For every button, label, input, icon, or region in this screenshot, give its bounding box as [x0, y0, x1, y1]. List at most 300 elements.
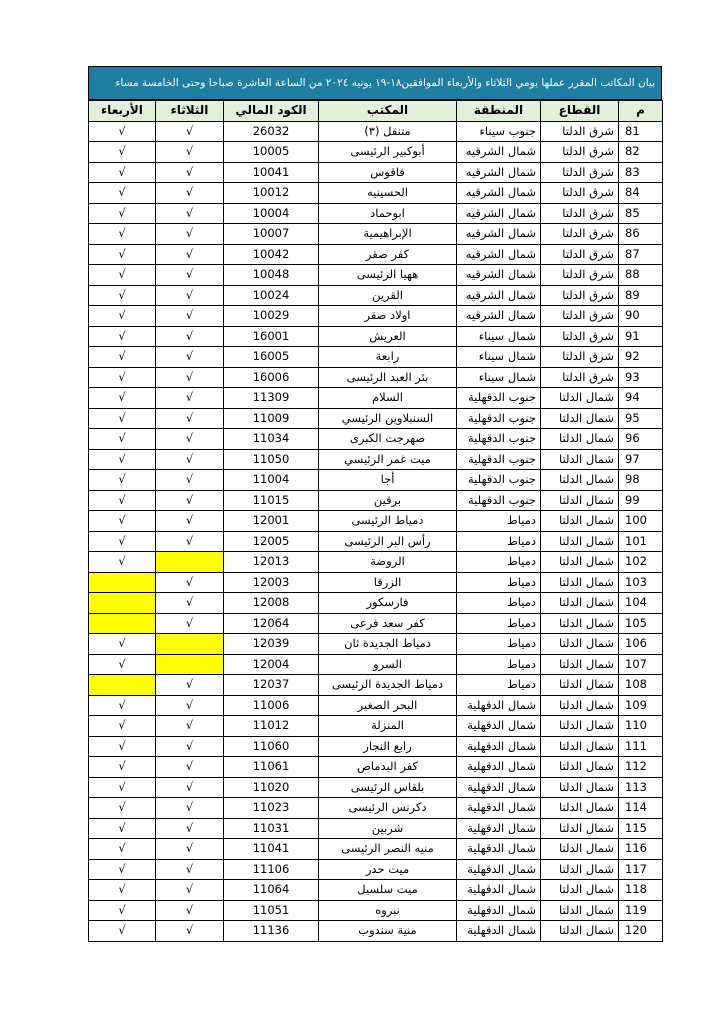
cell-tuesday: √: [156, 531, 224, 552]
cell-region: شمال الشرقيه: [457, 162, 541, 183]
column-header-office: المكتب: [319, 101, 457, 122]
cell-code: 16005: [224, 347, 319, 368]
column-header-wednesday: الأربعاء: [89, 101, 156, 122]
cell-region: شمال الشرقيه: [457, 306, 541, 327]
cell-num: 102: [619, 552, 663, 573]
cell-office: الحسينيه: [319, 183, 457, 204]
cell-wednesday: √: [89, 326, 156, 347]
cell-office: فارسكور: [319, 593, 457, 614]
cell-sector: شمال الدلتا: [541, 900, 619, 921]
table-row: [89, 716, 663, 737]
cell-sector: شمال الدلتا: [541, 880, 619, 901]
cell-wednesday: √: [89, 921, 156, 942]
cell-code: 12037: [224, 675, 319, 696]
cell-code: 10012: [224, 183, 319, 204]
table-row: [89, 429, 663, 450]
cell-region: شمال الشرقيه: [457, 285, 541, 306]
cell-code: 16001: [224, 326, 319, 347]
table-row: [89, 244, 663, 265]
cell-sector: شرق الدلتا: [541, 121, 619, 142]
table-row: [89, 470, 663, 491]
cell-tuesday: √: [156, 593, 224, 614]
table-row: [89, 880, 663, 901]
cell-num: 105: [619, 613, 663, 634]
cell-code: 11064: [224, 880, 319, 901]
cell-office: منية سندوب: [319, 921, 457, 942]
cell-code: 11004: [224, 470, 319, 491]
cell-code: 11136: [224, 921, 319, 942]
cell-code: 11020: [224, 777, 319, 798]
cell-wednesday: √: [89, 367, 156, 388]
cell-region: شمال الدقهلية: [457, 818, 541, 839]
table-row: [89, 162, 663, 183]
cell-region: دمياط: [457, 613, 541, 634]
cell-office: رابع النجار: [319, 736, 457, 757]
cell-num: 104: [619, 593, 663, 614]
cell-office: الزرقا: [319, 572, 457, 593]
cell-office: أبوكبير الرئيسى: [319, 142, 457, 163]
cell-wednesday: √: [89, 388, 156, 409]
cell-office: ميت غمر الرئيسي: [319, 449, 457, 470]
cell-wednesday: √: [89, 285, 156, 306]
cell-wednesday: √: [89, 183, 156, 204]
cell-code: 11060: [224, 736, 319, 757]
cell-office: فاقوس: [319, 162, 457, 183]
cell-wednesday: √: [89, 798, 156, 819]
table-row: [89, 224, 663, 245]
cell-region: جنوب الدقهلية: [457, 490, 541, 511]
table-row: [89, 818, 663, 839]
cell-num: 90: [619, 306, 663, 327]
cell-region: دمياط: [457, 572, 541, 593]
cell-region: دمياط: [457, 531, 541, 552]
cell-tuesday: √: [156, 408, 224, 429]
cell-sector: شمال الدلتا: [541, 552, 619, 573]
cell-num: 107: [619, 654, 663, 675]
cell-tuesday: √: [156, 736, 224, 757]
cell-code: 11309: [224, 388, 319, 409]
cell-tuesday: √: [156, 716, 224, 737]
cell-num: 83: [619, 162, 663, 183]
cell-region: دمياط: [457, 552, 541, 573]
cell-tuesday: √: [156, 757, 224, 778]
cell-sector: شرق الدلتا: [541, 224, 619, 245]
cell-code: 10005: [224, 142, 319, 163]
cell-sector: شمال الدلتا: [541, 388, 619, 409]
cell-num: 92: [619, 347, 663, 368]
cell-wednesday: √: [89, 634, 156, 655]
cell-region: دمياط: [457, 511, 541, 532]
table-row: [89, 490, 663, 511]
table-row: [89, 367, 663, 388]
cell-wednesday: √: [89, 449, 156, 470]
cell-office: متنقل (٣): [319, 121, 457, 142]
table-row: [89, 408, 663, 429]
cell-wednesday: √: [89, 818, 156, 839]
cell-code: 11041: [224, 839, 319, 860]
cell-office: القرين: [319, 285, 457, 306]
cell-code: 12003: [224, 572, 319, 593]
table-row: [89, 613, 663, 634]
column-header-region: المنطقة: [457, 101, 541, 122]
cell-office: بلقاس الرئيسى: [319, 777, 457, 798]
cell-code: 11106: [224, 859, 319, 880]
cell-wednesday: √: [89, 859, 156, 880]
cell-wednesday: [89, 593, 156, 614]
table-row: [89, 921, 663, 942]
cell-sector: شرق الدلتا: [541, 306, 619, 327]
cell-wednesday: √: [89, 408, 156, 429]
table-row: [89, 183, 663, 204]
cell-code: 12005: [224, 531, 319, 552]
cell-sector: شرق الدلتا: [541, 183, 619, 204]
cell-wednesday: √: [89, 654, 156, 675]
cell-num: 93: [619, 367, 663, 388]
cell-region: شمال الدقهلية: [457, 921, 541, 942]
cell-num: 84: [619, 183, 663, 204]
cell-num: 116: [619, 839, 663, 860]
cell-office: دمياط الجديدة الرئيسى: [319, 675, 457, 696]
cell-sector: شمال الدلتا: [541, 490, 619, 511]
cell-tuesday: √: [156, 880, 224, 901]
cell-region: شمال سيناء: [457, 367, 541, 388]
cell-region: شمال الشرقيه: [457, 224, 541, 245]
cell-wednesday: √: [89, 162, 156, 183]
cell-code: 10004: [224, 203, 319, 224]
cell-sector: شرق الدلتا: [541, 367, 619, 388]
cell-tuesday: √: [156, 449, 224, 470]
cell-code: 11023: [224, 798, 319, 819]
cell-sector: شرق الدلتا: [541, 203, 619, 224]
cell-code: 12039: [224, 634, 319, 655]
table-row: [89, 839, 663, 860]
table-row: [89, 285, 663, 306]
cell-num: 82: [619, 142, 663, 163]
cell-code: 10048: [224, 265, 319, 286]
cell-region: جنوب الدقهلية: [457, 429, 541, 450]
cell-num: 118: [619, 880, 663, 901]
column-header-code: الكود المالي: [224, 101, 319, 122]
cell-code: 11006: [224, 695, 319, 716]
cell-wednesday: √: [89, 265, 156, 286]
cell-tuesday: √: [156, 572, 224, 593]
cell-num: 81: [619, 121, 663, 142]
table-row: [89, 121, 663, 142]
cell-sector: شرق الدلتا: [541, 244, 619, 265]
column-header-sector: القطاع: [541, 101, 619, 122]
cell-sector: شمال الدلتا: [541, 470, 619, 491]
cell-office: دكرنس الرئيسى: [319, 798, 457, 819]
cell-office: ميت حدر: [319, 859, 457, 880]
cell-wednesday: √: [89, 121, 156, 142]
table-row: [89, 736, 663, 757]
sheet-title: بيان المكاتب المقرر عملها يومي الثلاثاء والأربعاء الموافقين١٨-١٩ يونيه ٢٠٢٤ من الساعة العاشرة صباحا وحتى الخامسة مساء: [88, 66, 662, 100]
cell-code: 11009: [224, 408, 319, 429]
cell-sector: شمال الدلتا: [541, 634, 619, 655]
table-row: [89, 634, 663, 655]
cell-region: شمال الدقهلية: [457, 839, 541, 860]
cell-tuesday: √: [156, 470, 224, 491]
cell-sector: شمال الدلتا: [541, 818, 619, 839]
cell-tuesday: √: [156, 142, 224, 163]
cell-code: 26032: [224, 121, 319, 142]
cell-code: 11015: [224, 490, 319, 511]
cell-wednesday: √: [89, 531, 156, 552]
cell-office: الإبراهيمية: [319, 224, 457, 245]
cell-num: 100: [619, 511, 663, 532]
cell-sector: شرق الدلتا: [541, 285, 619, 306]
cell-office: دمياط الجديدة ثان: [319, 634, 457, 655]
cell-wednesday: √: [89, 552, 156, 573]
cell-num: 95: [619, 408, 663, 429]
cell-num: 97: [619, 449, 663, 470]
cell-num: 96: [619, 429, 663, 450]
cell-region: شمال الشرقيه: [457, 265, 541, 286]
cell-code: 11034: [224, 429, 319, 450]
table-row: [89, 757, 663, 778]
cell-tuesday: √: [156, 900, 224, 921]
table-row: [89, 531, 663, 552]
cell-office: السلام: [319, 388, 457, 409]
cell-num: 86: [619, 224, 663, 245]
cell-wednesday: √: [89, 490, 156, 511]
cell-wednesday: √: [89, 142, 156, 163]
cell-wednesday: [89, 613, 156, 634]
cell-tuesday: √: [156, 265, 224, 286]
cell-tuesday: √: [156, 347, 224, 368]
cell-region: جنوب الدقهلية: [457, 388, 541, 409]
cell-num: 106: [619, 634, 663, 655]
cell-code: 11061: [224, 757, 319, 778]
cell-sector: شمال الدلتا: [541, 654, 619, 675]
cell-office: رأس البر الرئيسى: [319, 531, 457, 552]
offices-sheet: [88, 66, 662, 942]
cell-sector: شرق الدلتا: [541, 142, 619, 163]
cell-wednesday: √: [89, 880, 156, 901]
table-row: [89, 449, 663, 470]
cell-code: 11050: [224, 449, 319, 470]
cell-office: البحر الصغير: [319, 695, 457, 716]
cell-region: شمال الدقهلية: [457, 716, 541, 737]
cell-tuesday: √: [156, 675, 224, 696]
cell-num: 120: [619, 921, 663, 942]
cell-office: اولاد صقر: [319, 306, 457, 327]
cell-num: 87: [619, 244, 663, 265]
cell-wednesday: √: [89, 224, 156, 245]
cell-tuesday: √: [156, 511, 224, 532]
cell-office: المنزلة: [319, 716, 457, 737]
cell-wednesday: √: [89, 347, 156, 368]
cell-code: 16006: [224, 367, 319, 388]
cell-region: دمياط: [457, 675, 541, 696]
cell-sector: شمال الدلتا: [541, 593, 619, 614]
table-row: [89, 675, 663, 696]
cell-wednesday: √: [89, 839, 156, 860]
cell-office: ههيا الرئيسى: [319, 265, 457, 286]
cell-sector: شمال الدلتا: [541, 736, 619, 757]
cell-num: 89: [619, 285, 663, 306]
cell-tuesday: [156, 552, 224, 573]
cell-num: 117: [619, 859, 663, 880]
cell-num: 108: [619, 675, 663, 696]
cell-num: 109: [619, 695, 663, 716]
cell-sector: شمال الدلتا: [541, 511, 619, 532]
cell-tuesday: √: [156, 859, 224, 880]
cell-num: 101: [619, 531, 663, 552]
cell-tuesday: √: [156, 818, 224, 839]
cell-region: شمال الدقهلية: [457, 695, 541, 716]
cell-office: كفر سعد فرعى: [319, 613, 457, 634]
cell-tuesday: √: [156, 285, 224, 306]
cell-wednesday: √: [89, 716, 156, 737]
cell-tuesday: √: [156, 777, 224, 798]
column-header-num: م: [619, 101, 663, 122]
cell-wednesday: √: [89, 777, 156, 798]
cell-tuesday: √: [156, 306, 224, 327]
cell-tuesday: √: [156, 183, 224, 204]
column-header-tuesday: الثلاثاء: [156, 101, 224, 122]
cell-num: 94: [619, 388, 663, 409]
cell-region: جنوب الدقهلية: [457, 408, 541, 429]
cell-num: 111: [619, 736, 663, 757]
cell-region: شمال سيناء: [457, 326, 541, 347]
table-row: [89, 388, 663, 409]
cell-region: شمال الدقهلية: [457, 777, 541, 798]
table-row: [89, 265, 663, 286]
cell-wednesday: √: [89, 511, 156, 532]
cell-code: 10042: [224, 244, 319, 265]
cell-region: شمال الدقهلية: [457, 859, 541, 880]
cell-sector: شمال الدلتا: [541, 449, 619, 470]
cell-code: 12013: [224, 552, 319, 573]
cell-tuesday: √: [156, 326, 224, 347]
cell-code: 10029: [224, 306, 319, 327]
cell-code: 10024: [224, 285, 319, 306]
table-row: [89, 900, 663, 921]
cell-sector: شمال الدلتا: [541, 572, 619, 593]
cell-num: 98: [619, 470, 663, 491]
cell-office: السنبلاوين الرئيسي: [319, 408, 457, 429]
cell-wednesday: √: [89, 900, 156, 921]
cell-num: 112: [619, 757, 663, 778]
table-row: [89, 142, 663, 163]
table-row: [89, 552, 663, 573]
cell-num: 85: [619, 203, 663, 224]
cell-tuesday: √: [156, 244, 224, 265]
cell-region: دمياط: [457, 654, 541, 675]
offices-table: [88, 100, 663, 942]
table-row: [89, 695, 663, 716]
cell-code: 10041: [224, 162, 319, 183]
cell-wednesday: √: [89, 429, 156, 450]
cell-num: 88: [619, 265, 663, 286]
cell-tuesday: √: [156, 162, 224, 183]
cell-region: شمال الدقهلية: [457, 880, 541, 901]
cell-wednesday: √: [89, 244, 156, 265]
table-row: [89, 347, 663, 368]
cell-code: 12064: [224, 613, 319, 634]
cell-wednesday: [89, 572, 156, 593]
cell-tuesday: √: [156, 798, 224, 819]
cell-tuesday: √: [156, 203, 224, 224]
cell-sector: شرق الدلتا: [541, 265, 619, 286]
table-row: [89, 511, 663, 532]
column-header-row: [89, 101, 663, 122]
cell-code: 10007: [224, 224, 319, 245]
cell-region: شمال الدقهلية: [457, 798, 541, 819]
table-row: [89, 777, 663, 798]
cell-wednesday: [89, 675, 156, 696]
cell-wednesday: √: [89, 757, 156, 778]
cell-sector: شمال الدلتا: [541, 675, 619, 696]
cell-tuesday: √: [156, 121, 224, 142]
cell-code: 12001: [224, 511, 319, 532]
cell-code: 11012: [224, 716, 319, 737]
cell-sector: شمال الدلتا: [541, 531, 619, 552]
table-row: [89, 306, 663, 327]
cell-num: 114: [619, 798, 663, 819]
cell-tuesday: √: [156, 695, 224, 716]
cell-wednesday: √: [89, 306, 156, 327]
cell-sector: شمال الدلتا: [541, 757, 619, 778]
table-row: [89, 326, 663, 347]
cell-sector: شمال الدلتا: [541, 777, 619, 798]
cell-wednesday: √: [89, 695, 156, 716]
cell-num: 99: [619, 490, 663, 511]
cell-region: جنوب الدقهلية: [457, 449, 541, 470]
cell-sector: شمال الدلتا: [541, 613, 619, 634]
cell-office: ميت سلسيل: [319, 880, 457, 901]
cell-num: 113: [619, 777, 663, 798]
cell-region: شمال الشرقيه: [457, 203, 541, 224]
cell-wednesday: √: [89, 736, 156, 757]
table-row: [89, 572, 663, 593]
cell-office: نبروه: [319, 900, 457, 921]
cell-office: كفر صقر: [319, 244, 457, 265]
cell-office: منيه النصر الرئيسى: [319, 839, 457, 860]
cell-num: 119: [619, 900, 663, 921]
cell-tuesday: √: [156, 490, 224, 511]
cell-region: شمال الدقهلية: [457, 736, 541, 757]
cell-sector: شمال الدلتا: [541, 695, 619, 716]
cell-office: كفر البدماص: [319, 757, 457, 778]
cell-region: شمال الشرقيه: [457, 183, 541, 204]
cell-code: 11051: [224, 900, 319, 921]
cell-office: شربين: [319, 818, 457, 839]
cell-tuesday: √: [156, 429, 224, 450]
cell-sector: شمال الدلتا: [541, 716, 619, 737]
table-row: [89, 798, 663, 819]
cell-sector: شمال الدلتا: [541, 408, 619, 429]
cell-code: 12008: [224, 593, 319, 614]
cell-num: 110: [619, 716, 663, 737]
cell-office: العريش: [319, 326, 457, 347]
cell-tuesday: √: [156, 921, 224, 942]
cell-region: جنوب الدقهلية: [457, 470, 541, 491]
cell-office: بئر العبد الرئيسى: [319, 367, 457, 388]
cell-num: 103: [619, 572, 663, 593]
cell-tuesday: √: [156, 613, 224, 634]
cell-sector: شرق الدلتا: [541, 162, 619, 183]
cell-sector: شمال الدلتا: [541, 921, 619, 942]
cell-office: رابعة: [319, 347, 457, 368]
cell-num: 91: [619, 326, 663, 347]
cell-tuesday: √: [156, 388, 224, 409]
cell-wednesday: √: [89, 203, 156, 224]
cell-wednesday: √: [89, 470, 156, 491]
table-row: [89, 859, 663, 880]
cell-region: جنوب سيناء: [457, 121, 541, 142]
